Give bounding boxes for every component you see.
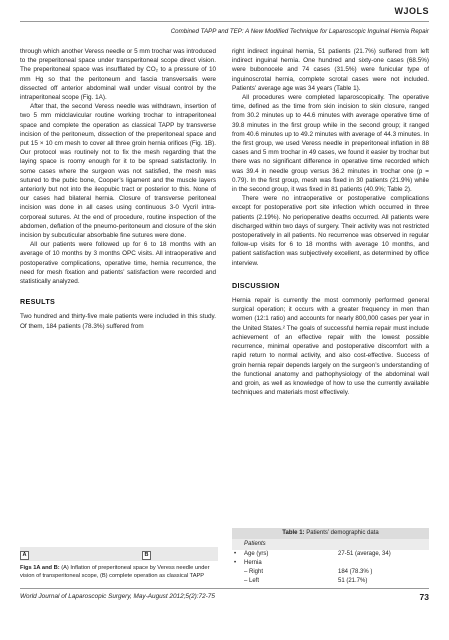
right-paragraph-4: Hernia repair is currently the most commonly performed general surgical operation; it occurs with a greater frequency in men than women (12:1 ratio) and accounts for nearly 800,000 cases per year in the United States.² The goals of successful hernia repair must include achievement of an effective repair with the lowest possible recurrence, minimal operative and postoperative discomfort with a rapid return to normal activity, and also cost-effective. Success of groin hernia repair depends largely on the surgeon’s understanding of the functional anatomy and pathophysiology of the abdominal wall and groin, as well as knowledge of how to use the currently available techniques and materials most effectively.	[232, 297, 429, 397]
figure-caption-text: (A) Inflation of preperitoneal space by Veress needle under vision of transperitoneal scope, (B) complete operation as classical TAPP	[20, 565, 210, 579]
running-head: Combined TAPP and TEP: A New Modified Technique for Laparoscopic Inguinal Hernia Repair	[170, 28, 429, 35]
bullet: •	[234, 560, 237, 566]
row-value: 27-51 (average, 34)	[338, 551, 391, 557]
right-paragraph-2: All procedures were completed laparoscopically. The operative time, defined as the time from skin incision to skin closure, ranged from 30.2 minutes up to 44.6 minutes with average operative time of 39.8 minutes in the first group while in the second group; it ranged from 40.6 minutes up to 49.2 minutes with average of 44.3 minutes. In the first group, we used Veress needle in preperitoneal inflation in 88 cases and 5 mm trochar in 49 cases, we found it easier by trochar but there was no significant difference in operative time recorded which was 39.4 in needle group versus 36.2 minutes in trochar one (p = 0.79). In the first group, mesh was fixed in 30 patients (21.9%) while in the second group, it was fixed in 81 patients (40.9%; Table 2).	[232, 94, 429, 194]
figure-caption-label: Figs 1A and B:	[20, 565, 60, 571]
results-heading: RESULTS	[20, 297, 56, 307]
bullet: •	[234, 551, 237, 557]
table-row	[232, 568, 429, 577]
row-value: 51 (21.7%)	[338, 578, 368, 584]
table-1	[232, 528, 429, 586]
figure-image-strip	[20, 547, 218, 561]
left-paragraph-4: Two hundred and thirty-five male patients were included in this study. Of them, 184 patients (78.3%) suffered from	[20, 313, 216, 330]
left-paragraph-2: After that, the second Veress needle was withdrawn, insertion of two 5 mm midclavicular routine working trochar to intraperitoneal space and complete the operation as classical TAPP by transverse incision of the peritoneum, dissection of the preperitoneal space and put 15 × 10 cm mesh to cover all three groin hernia orifices (Fig. 1B). Our protocol was routinely not to fix the mesh regarding that the laying space is roomy enough for it to be spread satisfactorily. In some cases where the surgeon was not satisfied, the mesh was sutured to the pubic bone, Cooper’s ligament and the muscle layers anteriorly but not into the ileopubic tract or posterior to this. None of our cases had bilateral hernia. Closure of transverse peritoneal incision was done in all cases using continuous 3-0 Vycril intra-corporeal sutures. At the end of procedure, routine inspection of the abdomen, deflation of the pneumo-peritoneum and closure of the skin incision by subcuticular absorbable fine sutures were done.	[20, 103, 216, 240]
row-label: – Left	[244, 578, 260, 584]
header-rule	[20, 21, 429, 22]
figure-caption	[20, 565, 210, 580]
left-paragraph-3: All our patients were followed up for 6 to 18 months with an average of 10 months by 3 months OPC visits. All intraoperative and postoperative complications, operative time, hernia recurrence, the need for mesh fixation and patients’ satisfaction were recorded and statistically analyzed.	[20, 241, 216, 286]
row-value: 184 (78.3% )	[338, 569, 373, 575]
table-row	[232, 577, 429, 586]
discussion-heading: DISCUSSION	[232, 280, 280, 290]
row-label: – Right	[244, 569, 264, 575]
table-title	[232, 528, 429, 539]
table-row	[232, 550, 429, 559]
page-number: 73	[419, 592, 429, 602]
row-label: Hernia	[244, 560, 262, 566]
figure-label-b: B	[142, 551, 151, 560]
left-paragraph-1: through which another Veress needle or 5 mm trochar was introduced to the preperitoneal space under transperitoneal scope direct vision. The preperitoneal space was insufflated by CO₂ to a pressure of 10 mm Hg so that the peritoneum and fascia transversalis were dissected off anterior abdominal wall under visual control by the intraperitoneal scope (Fig. 1A).	[20, 48, 216, 102]
right-paragraph-1: right indirect inguinal hernia, 51 patients (21.7%) suffered from left indirect inguinal hernia. One hundred and sixty-one cases (68.5%) were bubonocele and 74 cases (31.5%) were funicular type of inguinoscrotal hernia, complete scrotal cases were not included. Patients’ average age was 34 years (Table 1).	[232, 48, 429, 92]
footer-journal-citation: World Journal of Laparoscopic Surgery, May-August 2012;5(2):72-75	[20, 593, 215, 600]
right-paragraph-3: There were no intraoperative or postoperative complications except for postoperative port site infection which occurred in three patients (2.19%). No perioperative deaths occurred. All patients were discharged within two days of surgery. Their activity was not restricted postoperatively in all patients. No recurrence was observed in regular follow-up visits for 6 to 18 months with average 10 months, and patient satisfaction was subjectively excellent, as determined by office interview.	[232, 195, 429, 267]
row-label: Age (yrs)	[244, 551, 269, 557]
figure-label-a: A	[20, 551, 29, 560]
footer-rule	[20, 588, 429, 589]
left-column	[20, 47, 216, 331]
journal-brand: WJOLS	[394, 6, 429, 16]
table-row	[232, 559, 429, 568]
table-column-head: Patients	[232, 539, 429, 550]
table-title-text: Patients’ demographic data	[304, 530, 379, 536]
table-title-label: Table 1:	[282, 530, 305, 536]
right-column	[232, 47, 429, 397]
